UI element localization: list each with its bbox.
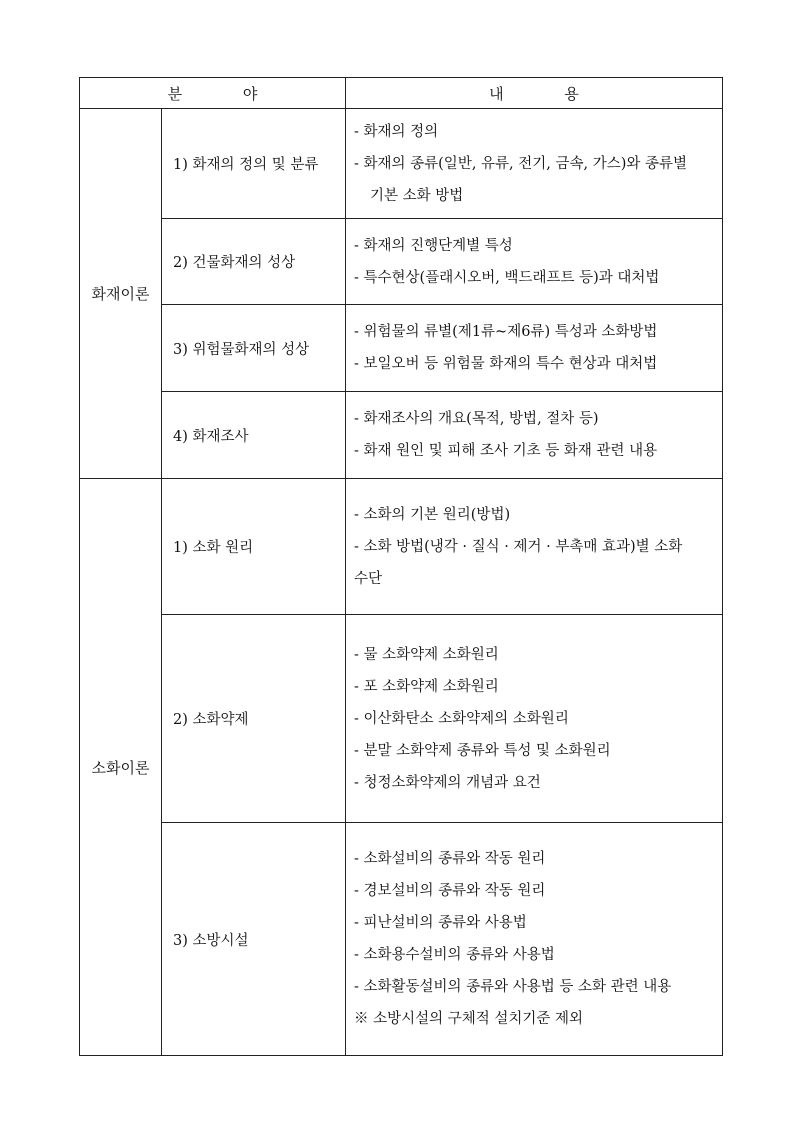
subject-content [346, 479, 723, 615]
content-line: - 보일오버 등 위험물 화재의 특수 현상과 대처법 [354, 356, 658, 372]
table-row [80, 823, 723, 1056]
category-extinguishing-theory: 소화이론 [80, 479, 162, 1056]
syllabus-table [79, 77, 723, 1056]
content-line: ※ 소방시설의 구체적 설치기준 제외 [354, 1011, 584, 1027]
table-row [80, 615, 723, 823]
subject-title: 1) 화재의 정의 및 분류 [162, 109, 346, 219]
header-field: 분 야 [80, 78, 346, 109]
category-fire-theory: 화재이론 [80, 109, 162, 479]
content-line: - 화재조사의 개요(목적, 방법, 절차 등) [354, 411, 599, 427]
table-row [80, 305, 723, 392]
content-line: - 소화의 기본 원리(방법) [354, 506, 511, 523]
content-line: - 화재의 정의 [354, 123, 439, 140]
content-line: - 경보설비의 종류와 작동 원리 [354, 883, 546, 899]
subject-title: 2) 건물화재의 성상 [162, 219, 346, 305]
content-line: - 특수현상(플래시오버, 백드래프트 등)과 대처법 [354, 269, 660, 286]
subject-content [346, 305, 723, 392]
content-line: - 청정소화약제의 개념과 요건 [354, 774, 541, 791]
content-line: - 소화 방법(냉각 · 질식 · 제거 · 부촉매 효과)별 소화 [354, 538, 683, 555]
subject-title: 3) 위험물화재의 성상 [162, 305, 346, 392]
content-line: - 포 소화약제 소화원리 [354, 678, 499, 695]
table-row [80, 392, 723, 479]
subject-title: 3) 소방시설 [162, 823, 346, 1056]
content-line: - 피난설비의 종류와 사용법 [354, 915, 527, 931]
header-row [80, 78, 723, 109]
table-row [80, 479, 723, 615]
header-content: 내 용 [346, 78, 723, 109]
subject-content [346, 219, 723, 305]
subject-content [346, 615, 723, 823]
content-line: - 화재 원인 및 피해 조사 기초 등 화재 관련 내용 [354, 443, 658, 459]
subject-title: 4) 화재조사 [162, 392, 346, 479]
content-line: 기본 소화 방법 [370, 187, 464, 204]
content-line: 수단 [354, 570, 383, 587]
content-line: - 분말 소화약제 종류와 특성 및 소화원리 [354, 742, 611, 759]
content-line: - 소화용수설비의 종류와 사용법 [354, 947, 555, 963]
table-row [80, 219, 723, 305]
content-line: - 소화활동설비의 종류와 사용법 등 소화 관련 내용 [354, 979, 672, 995]
content-line: - 위험물의 류별(제1류~제6류) 특성과 소화방법 [354, 324, 658, 340]
table-row [80, 109, 723, 219]
subject-content [346, 392, 723, 479]
content-line: - 물 소화약제 소화원리 [354, 646, 499, 663]
content-line: - 이산화탄소 소화약제의 소화원리 [354, 710, 569, 727]
content-line: - 화재의 종류(일반, 유류, 전기, 금속, 가스)와 종류별 [354, 155, 688, 172]
subject-content [346, 109, 723, 219]
content-line: - 화재의 진행단계별 특성 [354, 237, 513, 254]
subject-title: 2) 소화약제 [162, 615, 346, 823]
subject-content [346, 823, 723, 1056]
subject-title: 1) 소화 원리 [162, 479, 346, 615]
content-line: - 소화설비의 종류와 작동 원리 [354, 851, 546, 867]
